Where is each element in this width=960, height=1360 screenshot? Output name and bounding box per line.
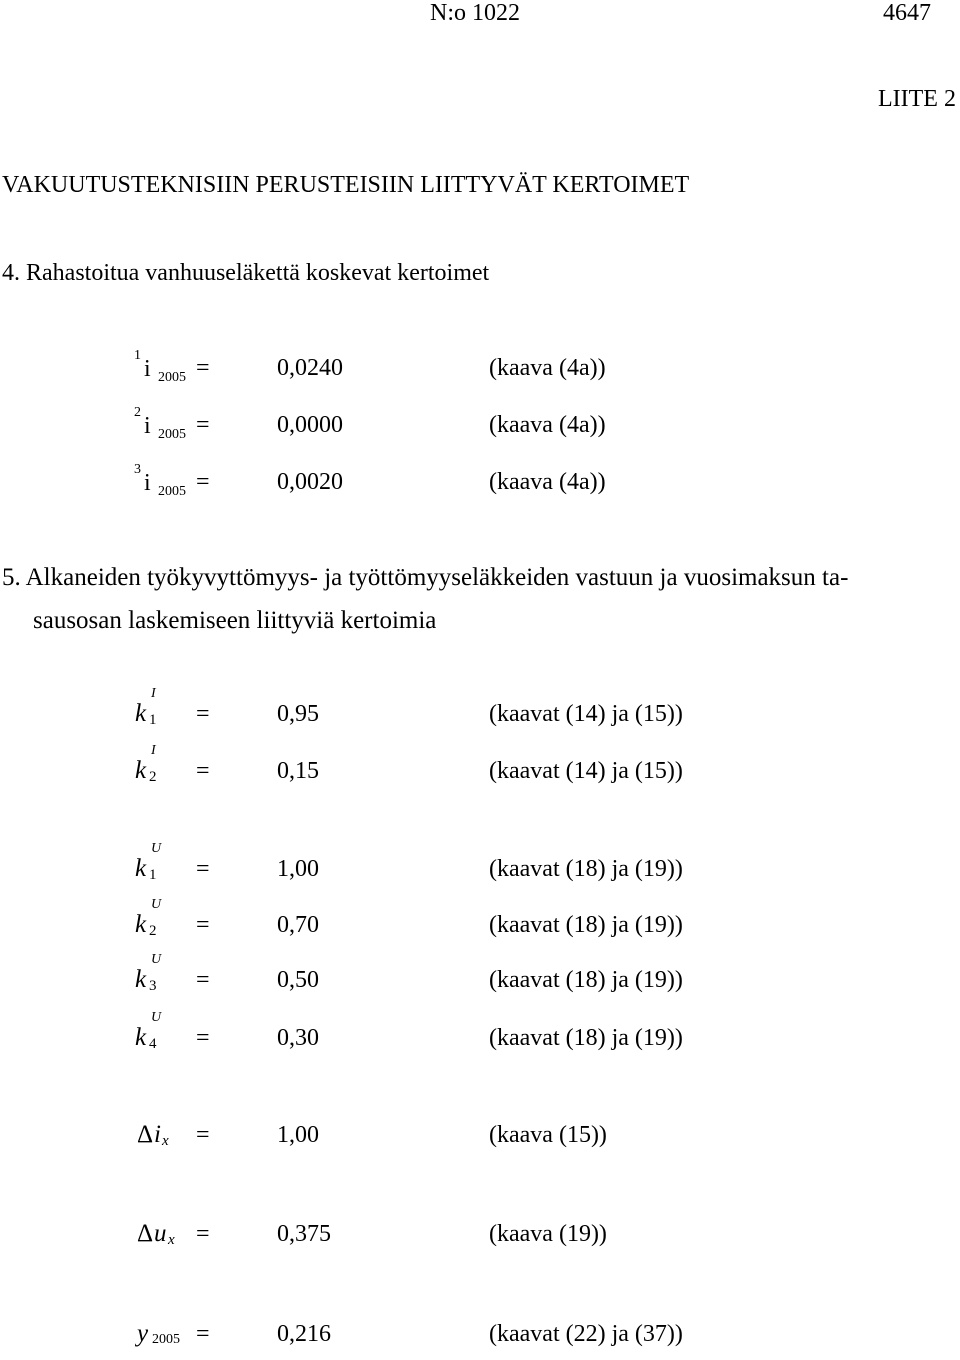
symbol-subscript: 2 bbox=[149, 769, 157, 785]
page-number: 4647 bbox=[883, 0, 931, 26]
coefficient-value: 0,70 bbox=[277, 912, 319, 938]
coefficient-value: 0,0000 bbox=[277, 412, 343, 438]
formula-symbol bbox=[134, 464, 234, 504]
formula-reference: (kaavat (18) ja (19)) bbox=[489, 1025, 683, 1051]
symbol-superscript: U bbox=[151, 952, 162, 967]
formula-reference: (kaavat (18) ja (19)) bbox=[489, 856, 683, 882]
coefficient-value: 1,00 bbox=[277, 1122, 319, 1148]
formula-reference: (kaavat (18) ja (19)) bbox=[489, 967, 683, 993]
symbol-subscript: 2005 bbox=[152, 1332, 180, 1347]
appendix-label: LIITE 2 bbox=[878, 86, 956, 112]
document-number: N:o 1022 bbox=[430, 0, 520, 26]
prefix-superscript: 3 bbox=[134, 462, 141, 477]
symbol-subscript: x bbox=[168, 1232, 175, 1248]
symbol-base: k bbox=[135, 911, 147, 938]
symbol-superscript: U bbox=[151, 841, 162, 856]
formula-symbol bbox=[137, 1121, 237, 1161]
main-title: VAKUUTUSTEKNISIIN PERUSTEISIIN LIITTYVÄT KERTOIMET bbox=[2, 172, 690, 198]
symbol-base: k bbox=[135, 966, 147, 993]
equals-sign: = bbox=[196, 469, 210, 495]
formula-reference: (kaava (15)) bbox=[489, 1122, 607, 1148]
section-5-heading-line-2: sausosan laskemiseen liittyviä kertoimia bbox=[33, 607, 437, 634]
symbol-base: k bbox=[135, 1024, 147, 1051]
equals-sign: = bbox=[196, 1321, 210, 1347]
formula-symbol bbox=[135, 743, 235, 797]
symbol-base: i bbox=[144, 356, 151, 382]
coefficient-value: 0,15 bbox=[277, 758, 319, 784]
formula-symbol bbox=[135, 897, 235, 951]
formula-reference: (kaava (4a)) bbox=[489, 355, 606, 381]
coefficient-value: 0,0020 bbox=[277, 469, 343, 495]
equals-sign: = bbox=[196, 1221, 210, 1247]
formula-symbol bbox=[134, 407, 234, 447]
symbol-base: k bbox=[135, 855, 147, 882]
formula-symbol bbox=[135, 952, 235, 1006]
equals-sign: = bbox=[196, 1025, 210, 1051]
delta-symbol: Δ bbox=[137, 1121, 154, 1148]
symbol-subscript: x bbox=[162, 1133, 169, 1149]
symbol-superscript: U bbox=[151, 897, 162, 912]
formula-symbol bbox=[135, 1010, 235, 1064]
equals-sign: = bbox=[196, 1122, 210, 1148]
equals-sign: = bbox=[196, 701, 210, 727]
symbol-superscript: I bbox=[151, 743, 156, 758]
symbol-subscript: 2 bbox=[149, 923, 157, 939]
equals-sign: = bbox=[196, 967, 210, 993]
symbol-subscript: 3 bbox=[149, 978, 157, 994]
formula-symbol bbox=[135, 841, 235, 895]
symbol-subscript: 2005 bbox=[158, 427, 186, 442]
symbol-base: i bbox=[154, 1121, 161, 1148]
section-4-heading: 4. Rahastoitua vanhuuseläkettä koskevat kertoimet bbox=[2, 260, 490, 286]
symbol-base: i bbox=[144, 413, 151, 439]
equals-sign: = bbox=[196, 912, 210, 938]
coefficient-value: 0,95 bbox=[277, 701, 319, 727]
coefficient-value: 0,375 bbox=[277, 1221, 331, 1247]
formula-reference: (kaavat (22) ja (37)) bbox=[489, 1321, 683, 1347]
coefficient-value: 1,00 bbox=[277, 856, 319, 882]
equals-sign: = bbox=[196, 856, 210, 882]
symbol-subscript: 1 bbox=[149, 712, 157, 728]
delta-symbol: Δ bbox=[137, 1220, 154, 1247]
coefficient-value: 0,50 bbox=[277, 967, 319, 993]
symbol-subscript: 1 bbox=[149, 867, 157, 883]
coefficient-value: 0,30 bbox=[277, 1025, 319, 1051]
formula-reference: (kaavat (14) ja (15)) bbox=[489, 758, 683, 784]
prefix-superscript: 1 bbox=[134, 348, 141, 363]
prefix-superscript: 2 bbox=[134, 405, 141, 420]
symbol-base: y bbox=[137, 1320, 149, 1347]
formula-symbol bbox=[135, 686, 235, 740]
formula-reference: (kaavat (18) ja (19)) bbox=[489, 912, 683, 938]
symbol-superscript: U bbox=[151, 1010, 162, 1025]
symbol-subscript: 4 bbox=[149, 1036, 157, 1052]
formula-symbol bbox=[134, 350, 234, 390]
symbol-superscript: I bbox=[151, 686, 156, 701]
formula-reference: (kaavat (14) ja (15)) bbox=[489, 701, 683, 727]
coefficient-value: 0,216 bbox=[277, 1321, 331, 1347]
symbol-subscript: 2005 bbox=[158, 484, 186, 499]
section-5-heading-line-1: 5. Alkaneiden työkyvyttömyys- ja työttömyyseläkkeiden vastuun ja vuosimaksun ta- bbox=[2, 564, 849, 591]
symbol-base: i bbox=[144, 470, 151, 496]
formula-symbol bbox=[137, 1220, 237, 1260]
symbol-base: k bbox=[135, 700, 147, 727]
symbol-subscript: 2005 bbox=[158, 370, 186, 385]
symbol-base: u bbox=[154, 1220, 167, 1247]
coefficient-value: 0,0240 bbox=[277, 355, 343, 381]
formula-reference: (kaava (19)) bbox=[489, 1221, 607, 1247]
symbol-base: k bbox=[135, 757, 147, 784]
equals-sign: = bbox=[196, 412, 210, 438]
formula-reference: (kaava (4a)) bbox=[489, 412, 606, 438]
formula-reference: (kaava (4a)) bbox=[489, 469, 606, 495]
equals-sign: = bbox=[196, 355, 210, 381]
formula-symbol bbox=[137, 1320, 237, 1360]
equals-sign: = bbox=[196, 758, 210, 784]
